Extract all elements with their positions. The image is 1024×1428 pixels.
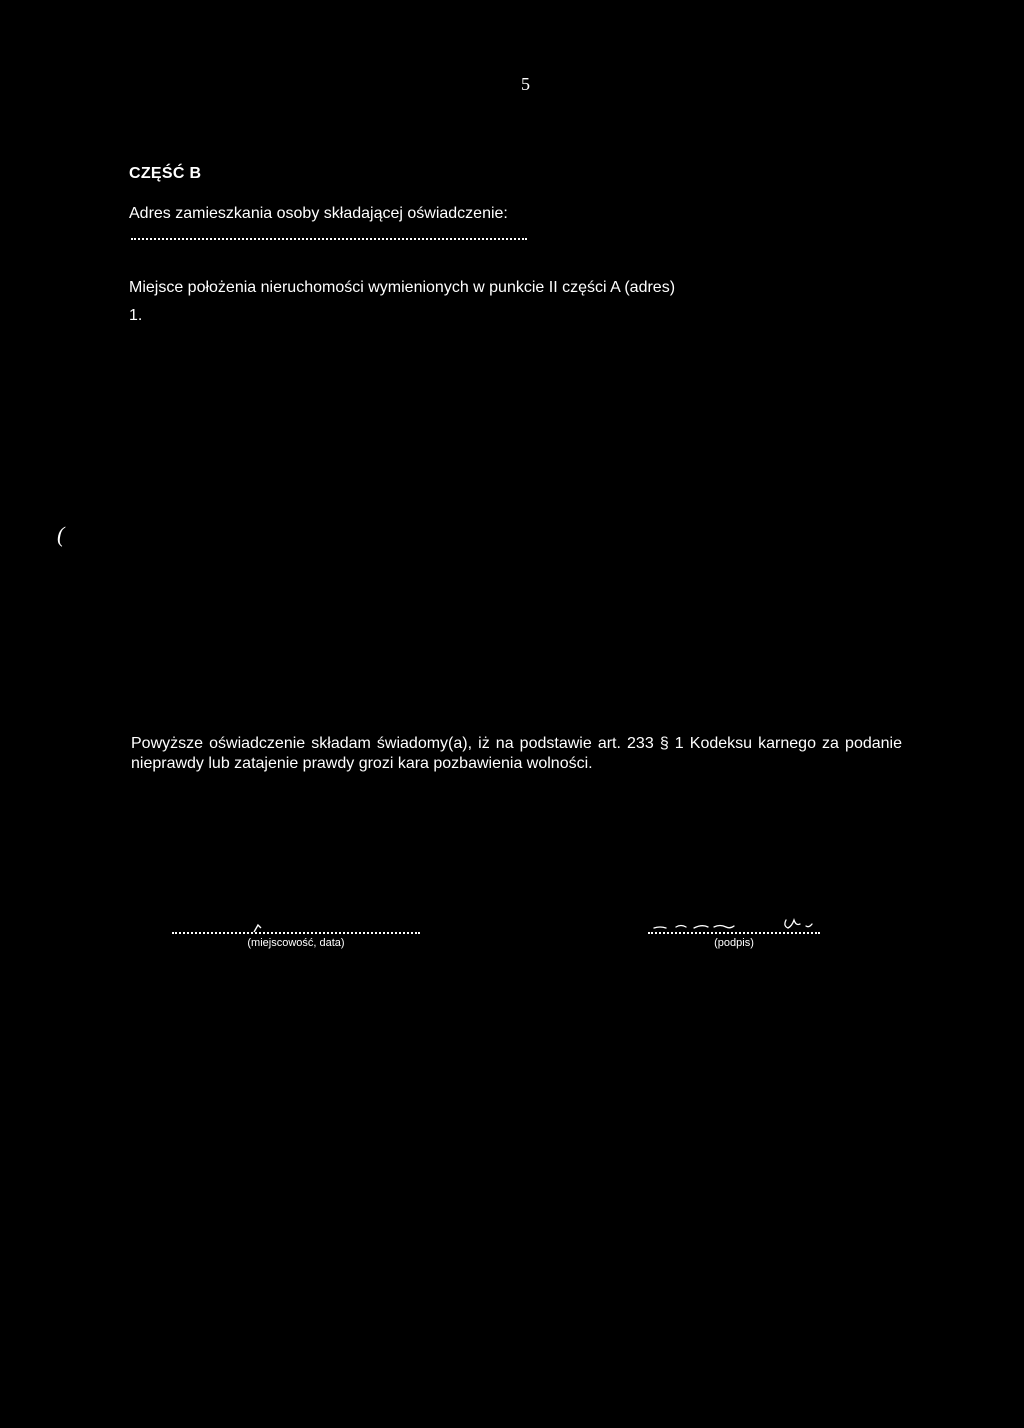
margin-mark: ( (57, 522, 65, 547)
address-dotted-line (131, 238, 527, 240)
statement-paragraph: Powyższe oświadczenie składam świadomy(a), iż na podstawie art. 233 § 1 Kodeksu karnego za podanie nieprawdy lub zatajenie prawdy grozi kara pozbawienia wolności. (131, 735, 902, 772)
section-heading: CZĘŚĆ B (129, 165, 202, 182)
item-number: 1. (129, 307, 143, 324)
address-label: Adres zamieszkania osoby składającej oświadczenie: (129, 205, 508, 222)
handwritten-signature (650, 914, 822, 932)
place-date-dotted-line (172, 932, 420, 934)
handwritten-tick-mark (252, 922, 266, 934)
page-number: 5 (521, 74, 530, 94)
place-date-caption: (miejscowość, data) (247, 937, 345, 949)
signature-dotted-line (648, 932, 820, 934)
signature-caption: (podpis) (714, 937, 754, 949)
property-location-label: Miejsce położenia nieruchomości wymienionych w punkcie II części A (adres) (129, 279, 676, 296)
